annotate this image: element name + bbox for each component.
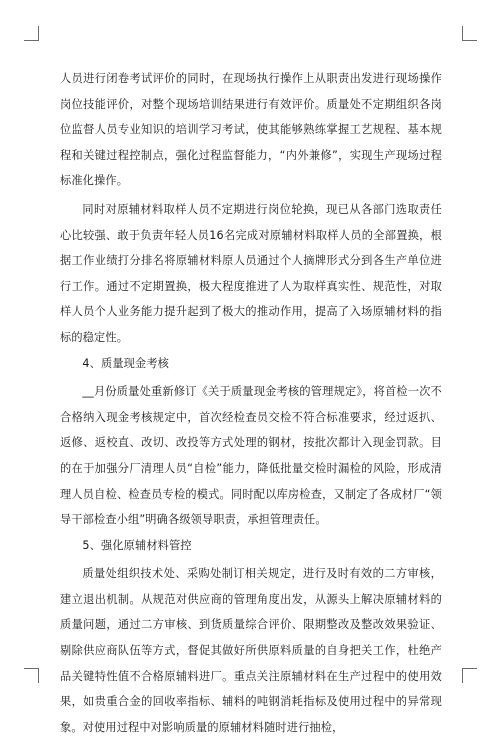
page-corner-mark-bottom-right: [462, 668, 477, 683]
page-corner-mark-bottom-left: [24, 668, 39, 683]
paragraph: 质量处组织技术处、采购处制订相关规定，进行及时有效的二方审核，建立退出机制。从规范对供应商的管理角度出发，从源头上解决原辅材料的质量问题，通过二方审核、到货质量综合评价、限期整改及整改效果验证、剔除供应商队伍等方式，督促其做好所供原料质量的自身把关工作，杜绝产品关键特性值不合格原辅料进厂。重点关注原辅材料在生产过程中的使用效果，如贵重合金的回收率指标、辅料的吨钢消耗指标及使用过程中的异常现象。对使用过程中对影响质量的原辅材料随时进行抽检，: [60, 567, 442, 734]
document-body: [60, 66, 442, 740]
page-corner-mark-top-right: [462, 26, 477, 41]
section-heading: 5、强化原辅材料管控: [82, 538, 192, 552]
paragraph: 同时对原辅材料取样人员不定期进行岗位轮换，现已从各部门选取责任心比较强、敢于负责年轻人员16名完成对原辅材料取样人员的全部置换，根据工作业绩打分排名将原辅材料原人员通过个人摘牌形式分到各生产单位进行工作。通过不定期置换，极大程度推进了人为取样真实性、规范性，对取样人员个人业务能力提升起到了极大的推动作用，提高了入场原辅材料的指标的稳定性。: [60, 202, 442, 344]
paragraph: __月份质量处重新修订《关于质量现金考核的管理规定》，将首检一次不合格纳入现金考核规定中，首次经检查员交检不符合标准要求，经过返扒、返修、返校直、改切、改投等方式处理的钢材，按批次都计入现金罚款。目的在于加强分厂清理人员“自检”能力，降低批量交检时漏检的风险，形成清理人员自检、检查员专检的模式。同时配以库房检查，又制定了各成材厂“领导干部检查小组”明确各级领导职责，承担管理责任。: [60, 385, 442, 527]
page-corner-mark-top-left: [24, 26, 39, 41]
section-heading: 4、质量现金考核: [82, 356, 170, 370]
paragraph-continued: 人员进行闭卷考试评价的同时，在现场执行操作上从职责出发进行现场操作岗位技能评价，对整个现场培训结果进行有效评价。质量处不定期组织各岗位监督人员专业知识的培训学习考试，使其能够熟练掌握工艺规程、基本规程和关键过程控制点，强化过程监督能力，“内外兼修”，实现生产现场过程标准化操作。: [60, 72, 442, 188]
